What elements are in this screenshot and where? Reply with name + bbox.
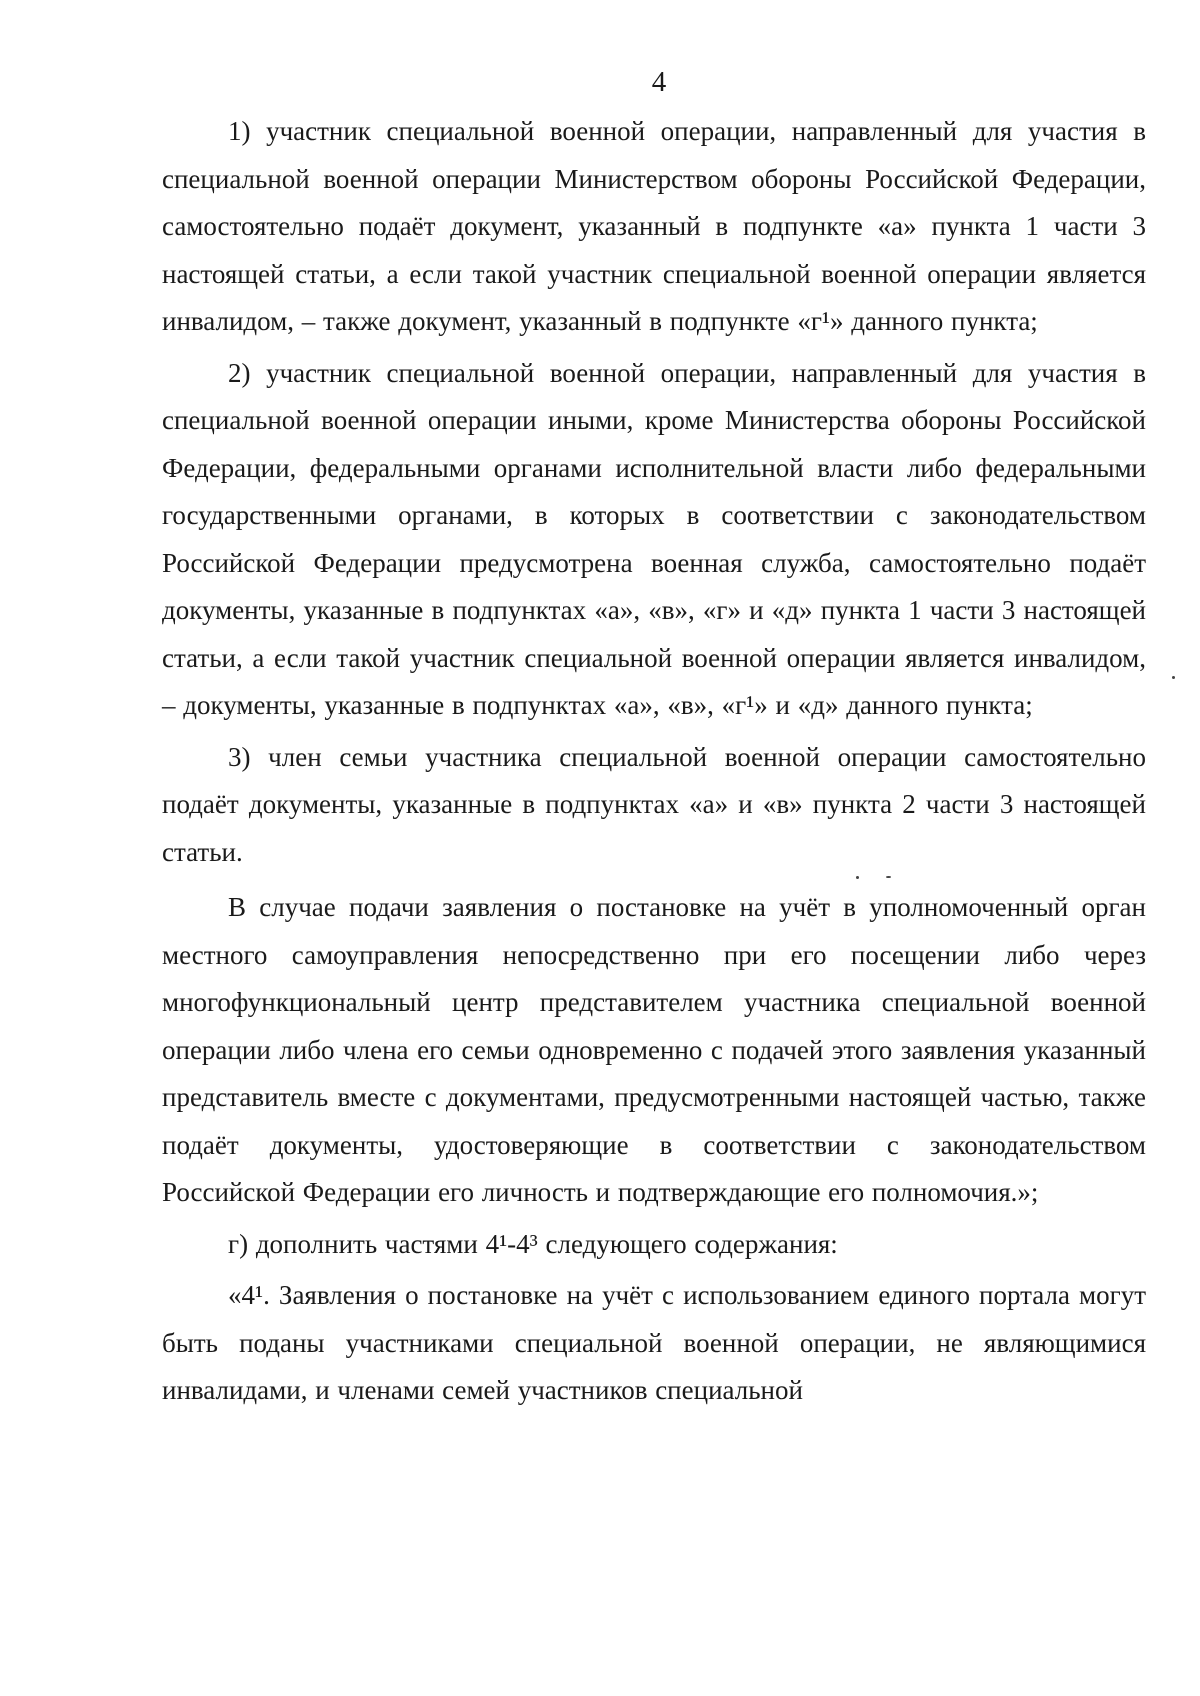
paragraph-item-3: 3) член семьи участника специальной военной операции самостоятельно подаёт документы, указанные в подпунктах «а» и «в» пункта 2 части 3 настоящей статьи. (162, 741, 1146, 867)
paragraph-item-1: 1) участник специальной военной операции, направленный для участия в специальной военной операции Министерством обороны Российской Федерации, самостоятельно подаёт документ, указанный в подпункте «а» пункта 1 части 3 настоящей статьи, а если такой участник специальной военной операции является инвалидом, – также документ, указанный в подпункте «г¹» данного пункта; (162, 116, 1146, 336)
scan-speck (886, 876, 891, 878)
document-body (162, 108, 1146, 1419)
paragraph-amendment-g: г) дополнить частями 4¹-4³ следующего содержания: (228, 1228, 838, 1259)
scan-speck (1172, 676, 1175, 679)
paragraph-item-2: 2) участник специальной военной операции, направленный для участия в специальной военной операции иными, кроме Министерства обороны Российской Федерации, федеральными органами исполнительной власти либо федеральными государственными органами, в которых в соответствии с законодательством Российской Федерации предусмотрена военная служба, самостоятельно подаёт документы, указанные в подпунктах «а», «в», «г» и «д» пункта 1 части 3 настоящей статьи, а если такой участник специальной военной операции является инвалидом, – документы, указанные в подпунктах «а», «в», «г¹» и «д» данного пункта; (162, 357, 1146, 720)
paragraph-representative: В случае подачи заявления о постановке на учёт в уполномоченный орган местного самоуправления непосредственно при его посещении либо через многофункциональный центр представителем участника специальной военной операции либо члена его семьи одновременно с подачей этого заявления указанный представитель вместе с документами, предусмотренными настоящей частью, также подаёт документы, удостоверяющие в соответствии с законодательством Российской Федерации его личность и подтверждающие его полномочия.»; (162, 892, 1146, 1207)
scan-speck (856, 876, 859, 879)
paragraph-part-4-1: «4¹. Заявления о постановке на учёт с использованием единого портала могут быть поданы участниками специальной военной операции, не являющимися инвалидами, и членами семей участников специальной (162, 1280, 1146, 1405)
page-number: 4 (651, 66, 667, 98)
